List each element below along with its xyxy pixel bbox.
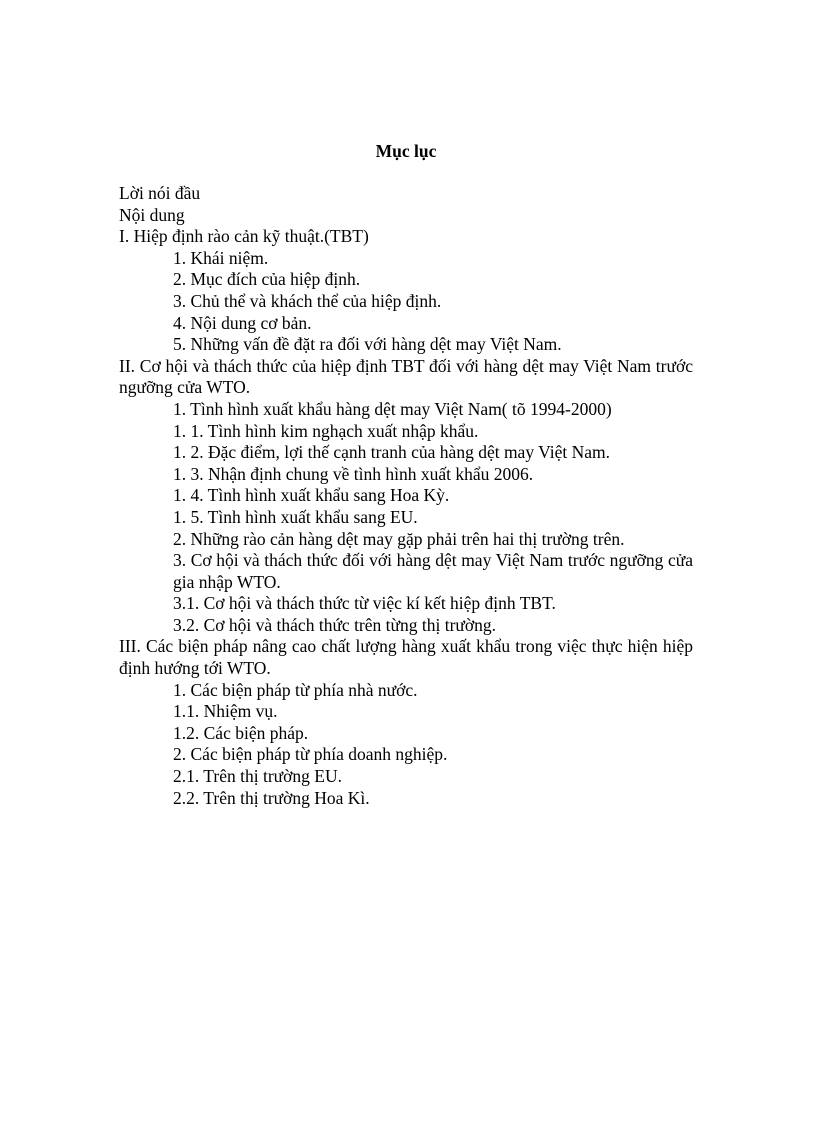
toc-subsection-entry: 1. 5. Tình hình xuất khẩu sang EU. — [173, 506, 418, 527]
toc-section-entry: III. Các biện pháp nâng cao chất lượng hàng xuất khẩu trong việc thực hiện hiệp định hướng tới WTO. — [119, 636, 693, 679]
toc-subsection-entry: 3.2. Cơ hội và thách thức trên từng thị trường. — [173, 614, 497, 635]
toc-subsection-entry: 2. Mục đích của hiệp định. — [173, 269, 361, 290]
toc-subsection-entry: 3. Cơ hội và thách thức đối với hàng dệt may Việt Nam trước ngưỡng cửa gia nhập WTO. — [173, 550, 693, 592]
toc-subsection-entry: 2.1. Trên thị trường EU. — [173, 766, 342, 787]
toc-title: Mục lục — [375, 141, 437, 161]
toc-subsection-entry: 4. Nội dung cơ bản. — [173, 312, 312, 333]
toc-subsection-entry: 2. Các biện pháp từ phía doanh nghiệp. — [173, 744, 448, 765]
document-page — [119, 140, 693, 809]
toc-section-entry: II. Cơ hội và thách thức của hiệp định TBT đối với hàng dệt may Việt Nam trước ngưỡng cửa WTO. — [119, 355, 693, 398]
toc-subsection-entry: 3.1. Cơ hội và thách thức từ việc kí kết hiệp định TBT. — [173, 593, 556, 614]
toc-section-entry: I. Hiệp định rào cản kỹ thuật.(TBT) — [119, 226, 369, 247]
toc-subsection-entry: 2. Những rào cản hàng dệt may gặp phải trên hai thị trường trên. — [173, 528, 625, 549]
table-of-contents — [119, 183, 693, 809]
toc-section-entry: Lời nói đầu — [119, 183, 201, 203]
toc-subsection-entry: 1.2. Các biện pháp. — [173, 722, 309, 743]
toc-subsection-entry: 1.1. Nhiệm vụ. — [173, 701, 278, 722]
toc-subsection-entry: 1. Khái niệm. — [173, 247, 269, 268]
toc-subsection-entry: 1. Các biện pháp từ phía nhà nước. — [173, 679, 418, 700]
toc-subsection-entry: 1. 2. Đặc điểm, lợi thế cạnh tranh của hàng dệt may Việt Nam. — [173, 442, 610, 463]
toc-subsection-entry: 1. 4. Tình hình xuất khẩu sang Hoa Kỳ. — [173, 485, 450, 506]
toc-subsection-entry: 1. Tình hình xuất khẩu hàng dệt may Việt Nam( tõ 1994-2000) — [173, 398, 612, 419]
toc-subsection-entry: 5. Những vấn đề đặt ra đối với hàng dệt may Việt Nam. — [173, 334, 562, 355]
toc-subsection-entry: 3. Chủ thể và khách thể của hiệp định. — [173, 290, 442, 311]
toc-subsection-entry: 2.2. Trên thị trường Hoa Kì. — [173, 787, 370, 808]
toc-subsection-entry: 1. 3. Nhận định chung về tình hình xuất khẩu 2006. — [173, 463, 534, 484]
toc-section-entry: Nội dung — [119, 204, 185, 225]
toc-subsection-entry: 1. 1. Tình hình kim nghạch xuất nhập khẩu. — [173, 420, 479, 441]
